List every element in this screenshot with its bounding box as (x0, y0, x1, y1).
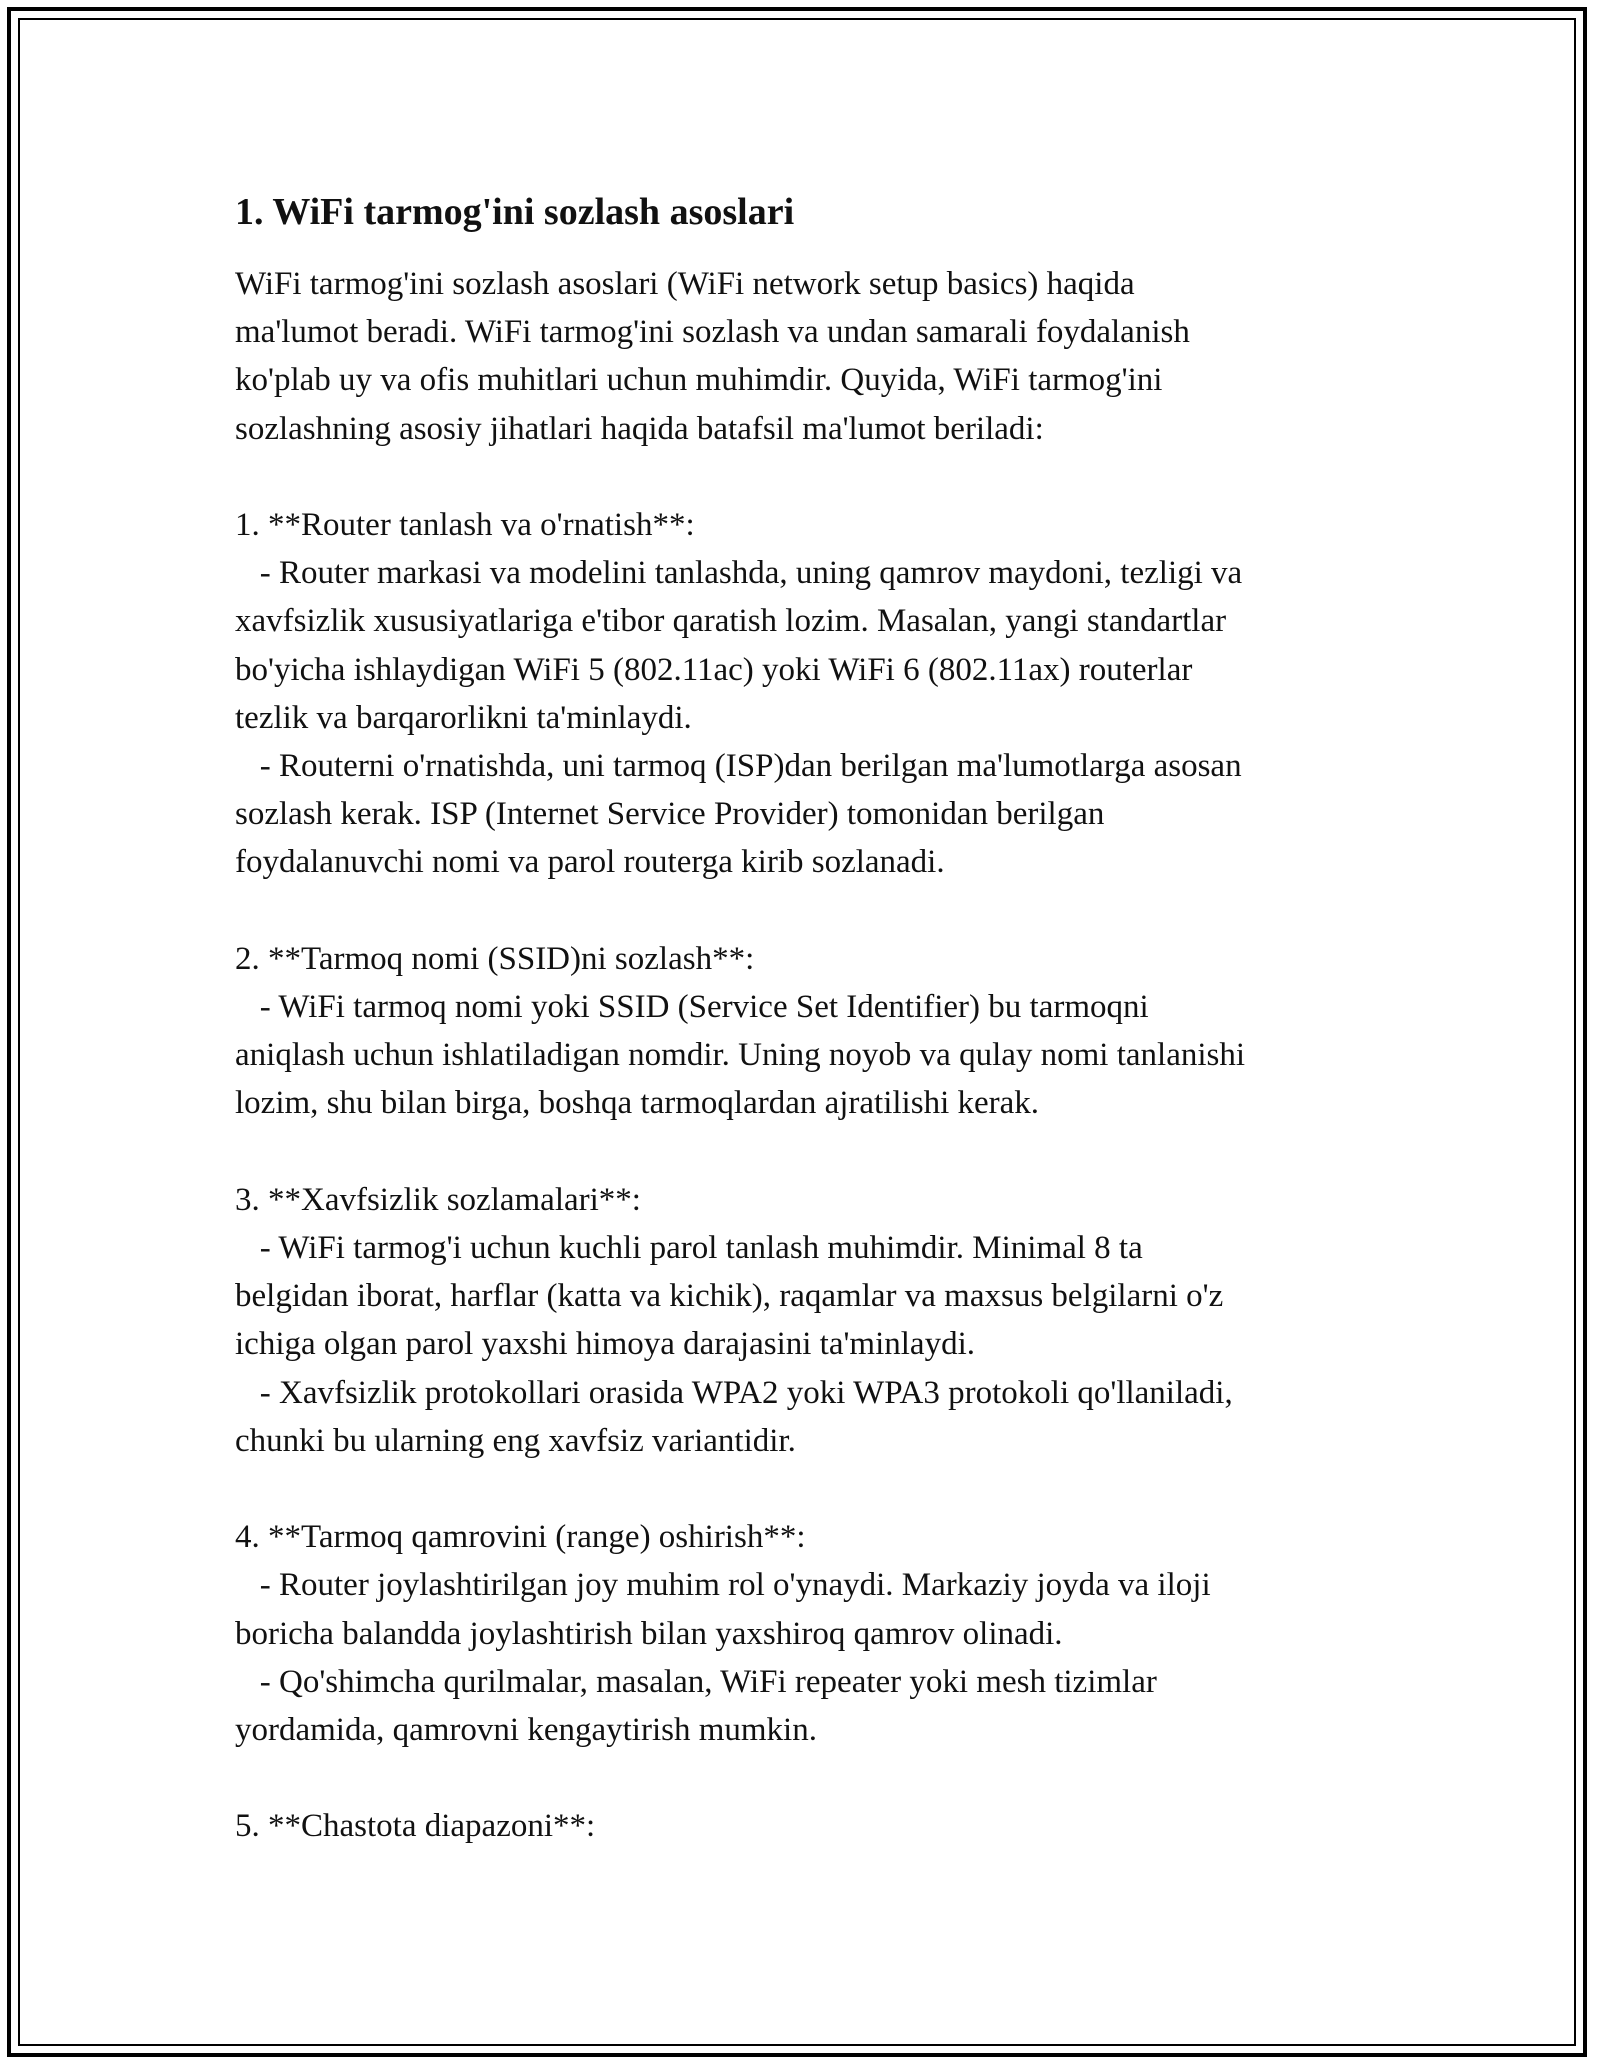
section-heading: 5. **Chastota diapazoni**: (235, 1808, 596, 1845)
text-line: ma'lumot beradi. WiFi tarmog'ini sozlash va undan samarali foydalanish (235, 314, 1190, 351)
document-body (235, 188, 1385, 1851)
text-line: - Router joylashtirilgan joy muhim rol o'ynaydi. Markaziy joyda va iloji (235, 1567, 1211, 1604)
text-line: ichiga olgan parol yaxshi himoya darajasini ta'minlaydi. (235, 1326, 976, 1363)
text-line: tezlik va barqarorlikni ta'minlaydi. (235, 699, 692, 736)
section-ssid (235, 935, 1385, 1176)
text-line: foydalanuvchi nomi va parol routerga kirib sozlanadi. (235, 844, 945, 881)
text-line: sozlash kerak. ISP (Internet Service Provider) tomonidan berilgan (235, 796, 1105, 833)
text-line: - WiFi tarmog'i uchun kuchli parol tanlash muhimdir. Minimal 8 ta (235, 1230, 1143, 1267)
section-router (235, 501, 1385, 935)
text-line: xavfsizlik xususiyatlariga e'tibor qaratish lozim. Masalan, yangi standartlar (235, 603, 1227, 640)
text-line: chunki bu ularning eng xavfsiz variantidir. (235, 1422, 796, 1459)
section-heading: 1. **Router tanlash va o'rnatish**: (235, 507, 695, 543)
section-range (235, 1513, 1385, 1802)
text-line: yordamida, qamrovni kengaytirish mumkin. (235, 1712, 817, 1749)
section-heading: 2. **Tarmoq nomi (SSID)ni sozlash**: (235, 940, 755, 977)
text-line: - Qo'shimcha qurilmalar, masalan, WiFi repeater yoki mesh tizimlar (235, 1663, 1157, 1700)
text-line: sozlashning asosiy jihatlari haqida batafsil ma'lumot beriladi: (235, 410, 1044, 447)
text-line: lozim, shu bilan birga, boshqa tarmoqlardan ajratilishi kerak. (235, 1085, 1040, 1122)
text-line: - WiFi tarmoq nomi yoki SSID (Service Set Identifier) bu tarmoqni (235, 989, 1149, 1026)
section-frequency (235, 1802, 1385, 1850)
text-line: - Routerni o'rnatishda, uni tarmoq (ISP)dan berilgan ma'lumotlarga asosan (235, 748, 1242, 785)
section-heading: 4. **Tarmoq qamrovini (range) oshirish**: (235, 1519, 806, 1556)
text-line: ko'plab uy va ofis muhitlari uchun muhimdir. Quyida, WiFi tarmog'ini (235, 362, 1163, 399)
section-heading: 3. **Xavfsizlik sozlamalari**: (235, 1181, 641, 1218)
text-line: WiFi tarmog'ini sozlash asoslari (WiFi network setup basics) haqida (235, 266, 1135, 302)
text-line: aniqlash uchun ishlatiladigan nomdir. Uning noyob va qulay nomi tanlanishi (235, 1037, 1246, 1074)
text-line: bo'yicha ishlaydigan WiFi 5 (802.11ac) yoki WiFi 6 (802.11ax) routerlar (235, 651, 1193, 688)
section-security (235, 1176, 1385, 1513)
intro-paragraph (235, 260, 1385, 501)
text-line: boricha balandda joylashtirish bilan yaxshiroq qamrov olinadi. (235, 1615, 1063, 1652)
text-line: - Xavfsizlik protokollari orasida WPA2 yoki WPA3 protokoli qo'llaniladi, (235, 1374, 1233, 1411)
document-title: 1. WiFi tarmog'ini sozlash asoslari (235, 191, 795, 233)
text-line: - Router markasi va modelini tanlashda, uning qamrov maydoni, tezligi va (235, 555, 1243, 592)
text-line: belgidan iborat, harflar (katta va kichik), raqamlar va maxsus belgilarni o'z (235, 1278, 1224, 1315)
